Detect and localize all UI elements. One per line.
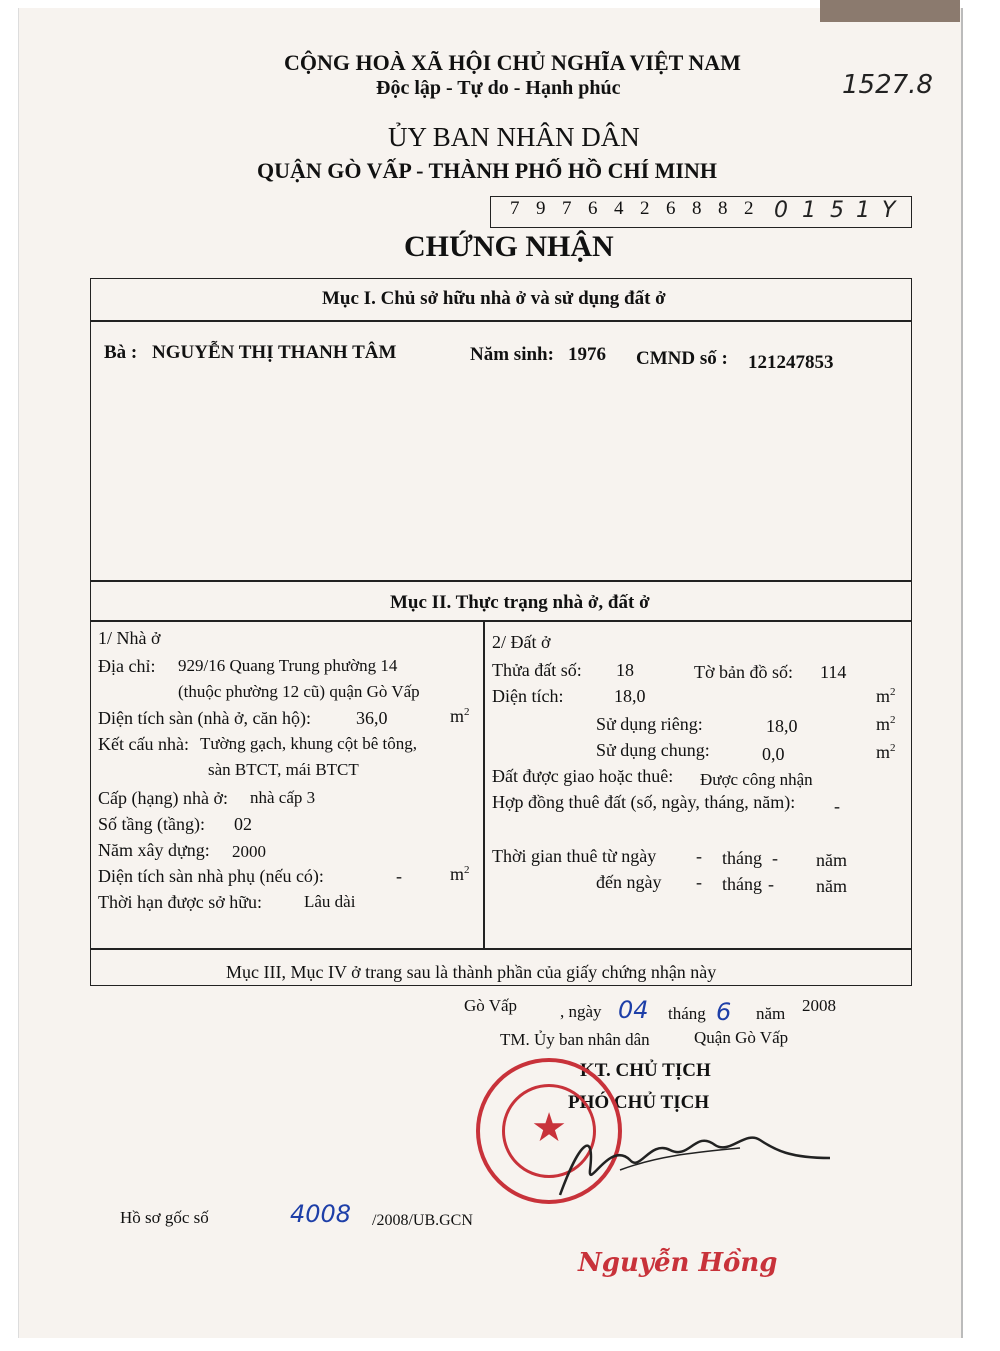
area-label: Diện tích:	[492, 686, 564, 706]
serial-handwritten-digit: Y	[882, 198, 896, 223]
unit-m: m	[450, 706, 465, 726]
allocation-value: Được công nhận	[700, 770, 813, 789]
serial-digit: 7	[562, 198, 572, 219]
lease-to-year-label: năm	[816, 876, 847, 896]
structure-label: Kết cấu nhà:	[98, 734, 189, 754]
unit-m: m	[450, 864, 465, 884]
serial-digit: 2	[640, 198, 650, 219]
floor-area-label: Diện tích sàn (nhà ở, căn hộ):	[98, 708, 311, 728]
plot-label: Thửa đất số:	[492, 660, 582, 680]
floors-label: Số tầng (tầng):	[98, 814, 205, 834]
owner-prefix: Bà :	[104, 342, 138, 363]
date-day-label: , ngày	[560, 1002, 602, 1021]
unit-sup: 2	[464, 706, 470, 718]
signer-name: Nguyễn Hồng	[578, 1248, 778, 1278]
date-year: 2008	[802, 996, 836, 1015]
area-value: 18,0	[614, 686, 646, 706]
shared-area-value: 0,0	[762, 744, 785, 764]
serial-digit: 7	[510, 198, 520, 219]
year-label: Năm xây dựng:	[98, 840, 210, 860]
serial-number	[490, 196, 912, 228]
unit-m: m	[876, 714, 891, 734]
scan-edge	[820, 0, 960, 22]
private-area-value: 18,0	[766, 716, 798, 736]
district-name: QUẬN GÒ VẤP - THÀNH PHỐ HỒ CHÍ MINH	[257, 158, 717, 183]
serial-handwritten-digit: 5	[830, 198, 844, 223]
motto: Độc lập - Tự do - Hạnh phúc	[376, 77, 621, 99]
floors-value: 02	[234, 814, 252, 834]
unit-sup: 2	[464, 864, 470, 876]
column-divider	[483, 620, 485, 948]
lease-to-month: -	[768, 874, 774, 894]
continuation-note: Mục III, Mục IV ở trang sau là thành phần của giấy chứng nhận này	[226, 962, 717, 982]
map-label: Tờ bản đồ số:	[694, 662, 794, 682]
lease-to-month-label: tháng	[722, 874, 762, 894]
place: Gò Vấp	[464, 996, 518, 1015]
lease-contract-label: Hợp đồng thuê đất (số, ngày, tháng, năm):	[492, 792, 796, 812]
country-name: CỘNG HOÀ XÃ HỘI CHỦ NGHĨA VIỆT NAM	[284, 50, 741, 75]
divider	[90, 620, 912, 622]
id-label: CMND số :	[636, 348, 728, 369]
district-short: Quận Gò Vấp	[694, 1028, 789, 1047]
grade-value: nhà cấp 3	[250, 788, 316, 807]
address-label: Địa chỉ:	[98, 656, 156, 676]
serial-handwritten-digit: 0	[774, 198, 788, 223]
serial-handwritten-digit: 1	[802, 198, 816, 223]
date-year-label: năm	[756, 1004, 786, 1023]
structure-line2: sàn BTCT, mái BTCT	[208, 760, 359, 779]
authority-name: ỦY BAN NHÂN DÂN	[388, 122, 640, 152]
lease-from-month-label: tháng	[722, 848, 762, 868]
signer-title-2: PHÓ CHỦ TỊCH	[568, 1092, 710, 1113]
term-label: Thời hạn được sở hữu:	[98, 892, 263, 912]
plot-value: 18	[616, 660, 634, 680]
serial-digit: 2	[744, 198, 754, 219]
lease-to-label: đến ngày	[596, 872, 662, 892]
birth-year-label: Năm sinh:	[470, 344, 554, 365]
serial-digit: 4	[614, 198, 624, 219]
map-value: 114	[820, 662, 847, 682]
serial-digit: 8	[718, 198, 728, 219]
date-month-label: tháng	[668, 1004, 706, 1023]
lease-from-day: -	[696, 846, 702, 866]
divider	[90, 320, 912, 322]
allocation-label: Đất được giao hoặc thuê:	[492, 766, 674, 786]
unit-sup: 2	[890, 742, 896, 754]
aux-area-value: -	[396, 866, 402, 886]
date-month: 6	[716, 998, 732, 1026]
unit-m: m	[876, 686, 891, 706]
signer-title-1: KT. CHỦ TỊCH	[580, 1060, 711, 1081]
id-number: 121247853	[748, 352, 834, 373]
serial-digit: 8	[692, 198, 702, 219]
section1-title: Mục I. Chủ sở hữu nhà ở và sử dụng đất ở	[322, 288, 666, 309]
term-value: Lâu dài	[304, 892, 356, 911]
aux-area-label: Diện tích sàn nhà phụ (nếu có):	[98, 866, 324, 886]
record-number: 4008	[290, 1200, 352, 1228]
grade-label: Cấp (hạng) nhà ở:	[98, 788, 228, 808]
serial-digit: 6	[588, 198, 598, 219]
signature	[540, 1100, 840, 1210]
handwritten-corner-number: 1527.8	[842, 70, 933, 100]
divider	[90, 580, 912, 582]
year-value: 2000	[232, 842, 266, 861]
lease-from-month: -	[772, 848, 778, 868]
shared-area-label: Sử dụng chung:	[596, 740, 710, 760]
on-behalf: TM. Ủy ban nhân dân	[500, 1030, 650, 1049]
floor-area-value: 36,0	[356, 708, 388, 728]
unit-sup: 2	[890, 714, 896, 726]
serial-digit: 6	[666, 198, 676, 219]
lease-to-day: -	[696, 872, 702, 892]
birth-year: 1976	[568, 344, 606, 365]
section2-title: Mục II. Thực trạng nhà ở, đất ở	[390, 592, 650, 613]
address-line2: (thuộc phường 12 cũ) quận Gò Vấp	[178, 682, 420, 701]
unit-m: m	[876, 742, 891, 762]
serial-digit: 9	[536, 198, 546, 219]
unit-sup: 2	[890, 686, 896, 698]
structure-line1: Tường gạch, khung cột bê tông,	[200, 734, 417, 753]
divider	[90, 948, 912, 950]
lease-from-label: Thời gian thuê từ ngày	[492, 846, 657, 866]
star-icon: ★	[531, 1105, 567, 1151]
document-title: CHỨNG NHẬN	[404, 230, 614, 263]
record-label: Hồ sơ gốc số	[120, 1208, 209, 1227]
address-line1: 929/16 Quang Trung phường 14	[178, 656, 398, 675]
serial-handwritten-digit: 1	[856, 198, 870, 223]
lease-from-year-label: năm	[816, 850, 847, 870]
record-suffix: /2008/UB.GCN	[372, 1212, 473, 1229]
owner-name: NGUYỄN THỊ THANH TÂM	[152, 342, 397, 363]
date-day: 04	[618, 996, 649, 1024]
house-heading: 1/ Nhà ở	[98, 628, 161, 648]
land-heading: 2/ Đất ở	[492, 632, 551, 652]
private-area-label: Sử dụng riêng:	[596, 714, 703, 734]
lease-contract-value: -	[834, 796, 840, 816]
